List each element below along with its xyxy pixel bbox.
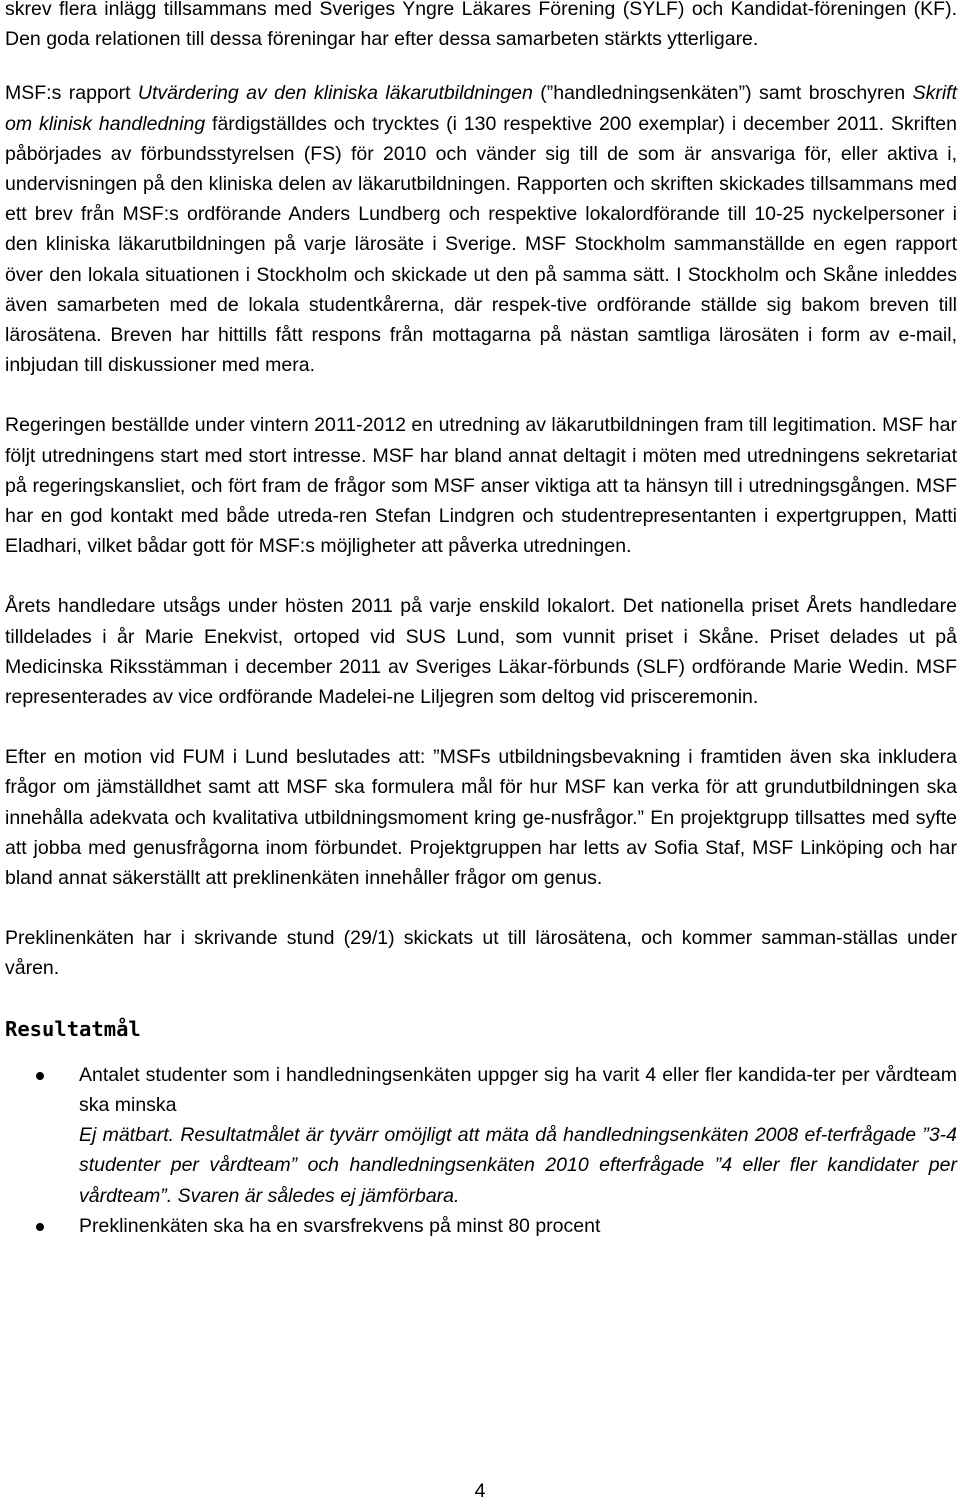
paragraph-2	[5, 78, 957, 380]
paragraph-spacer	[5, 561, 957, 591]
bullet-icon	[36, 1072, 44, 1080]
paragraph-6	[5, 923, 957, 983]
bullet-icon	[36, 1223, 44, 1231]
page-number: 4	[474, 1480, 486, 1502]
paragraph-4	[5, 591, 957, 712]
section-heading: Resultatmål	[5, 1016, 141, 1041]
paragraph-spacer	[5, 893, 957, 923]
italic-title-text: Skrift om klinisk handledning	[5, 82, 957, 135]
paragraph-text: Årets handledare utsågs under hösten 2011 på varje enskild lokalort. Det nationella priset Årets handledare tilldelades i år Marie Enekvist, ortoped vid SUS Lund, som vunnit priset i Skåne. Priset delades ut på Medicinska Riksstämman i december 2011 av Sveriges Läkar-förbunds (SLF) ordförande Marie Wedin. MSF representerades av vice ordförande Madelei-ne Liljegren som deltog vid prisceremonin.	[5, 595, 957, 709]
list-item	[5, 1060, 957, 1211]
paragraph-text: färdigställdes och trycktes (i 130 respektive 200 exemplar) i december 2011. Skriften påbörjades av förbundsstyrelsen (FS) för 2010 och vänder sig till de som är ansvariga för, eller aktiva i, undervisningen på den kliniska delen av läkarutbildningen. Rapporten och skriften skickades tillsammans med ett brev från MSF:s ordförande Anders Lundberg och respektive lokalordförande till 10-25 nyckelpersoner i den kliniska läkarutbildningen på varje lärosäte i Sverige. MSF Stockholm sammanställde en egen rapport över den lokala situationen i Stockholm och skickade ut den på samma sätt. I Stockholm och Skåne inleddes även samarbeten med de lokala studentkårerna, där respek-tive ordförande ställde sig bakom breven till lärosätena. Breven har hittills fått respons från mottagarna på nästan samtliga lärosäten i form av e-mail, inbjudan till diskussioner med mera.	[5, 112, 957, 377]
paragraph-text: (”handledningsenkäten”) samt broschyren	[532, 82, 913, 105]
paragraph-5	[5, 742, 957, 893]
paragraph-text: Regeringen beställde under vintern 2011-2012 en utredning av läkarutbildningen fram till legitimation. MSF har följt utredningens start med stort intresse. MSF har bland annat deltagit i möten med utredningens sekretariat på regeringskansliet, och fört fram de frågor som MSF anser viktiga att ta hänsyn till i utredningsgången. MSF har en god kontakt med både utreda-ren Stefan Lindgren och studentrepresentanten i expertgruppen, Matti Eladhari, vilket bådar gott för MSF:s möjligheter att påverka utredningen.	[5, 414, 957, 558]
heading-spacer	[5, 1044, 957, 1060]
list-item-text: Preklinenkäten ska ha en svarsfrekvens på minst 80 procent	[79, 1214, 601, 1237]
list-item	[5, 1211, 957, 1241]
paragraph-text: MSF:s rapport	[5, 82, 138, 105]
italic-title-text: Utvärdering av den kliniska läkarutbildningen	[137, 82, 533, 105]
paragraph-text: Preklinenkäten har i skrivande stund (29/1) skickats ut till lärosätena, och kommer samman-ställas under våren.	[5, 927, 957, 980]
list-item-note: Ej mätbart. Resultatmålet är tyvärr omöjligt att mäta då handledningsenkäten 2008 ef-terfrågade ”3-4 studenter per vårdteam” och handledningsenkäten 2010 efterfrågade ”4 eller fler kandidater per vårdteam”. Svaren är således ej jämförbara.	[79, 1124, 957, 1207]
paragraph-text: Efter en motion vid FUM i Lund beslutades att: ”MSFs utbildningsbevakning i framtiden även ska inkludera frågor om jämställdhet samt att MSF ska formulera mål för hur MSF kan verka för att grundutbildningen ska innehålla adekvata och kvalitativa utbildningsmoment kring ge-nusfrågor.” En projektgrupp tillsattes med syfte att jobba med genusfrågorna inom förbundet. Projektgruppen har letts av Sofia Staf, MSF Linköping och har bland annat säkerställt att preklinenkäten innehåller frågor om genus.	[5, 746, 957, 890]
document-page	[5, 0, 957, 1241]
list-item-text: Antalet studenter som i handledningsenkäten uppger sig ha varit 4 eller fler kandida-ter per vårdteam ska minska	[79, 1063, 957, 1116]
paragraph-spacer	[5, 712, 957, 742]
paragraph-spacer	[5, 380, 957, 410]
paragraph-text: skrev flera inlägg tillsammans med Sveriges Yngre Läkares Förening (SYLF) och Kandidat-föreningen (KF). Den goda relationen till dessa föreningar har efter dessa samarbeten stärkts ytterligare.	[5, 0, 957, 51]
paragraph-3	[5, 410, 957, 561]
paragraph-spacer	[5, 984, 957, 1014]
result-goals-list	[5, 1060, 957, 1241]
paragraph-1	[5, 0, 957, 54]
paragraph-spacer	[5, 54, 957, 78]
